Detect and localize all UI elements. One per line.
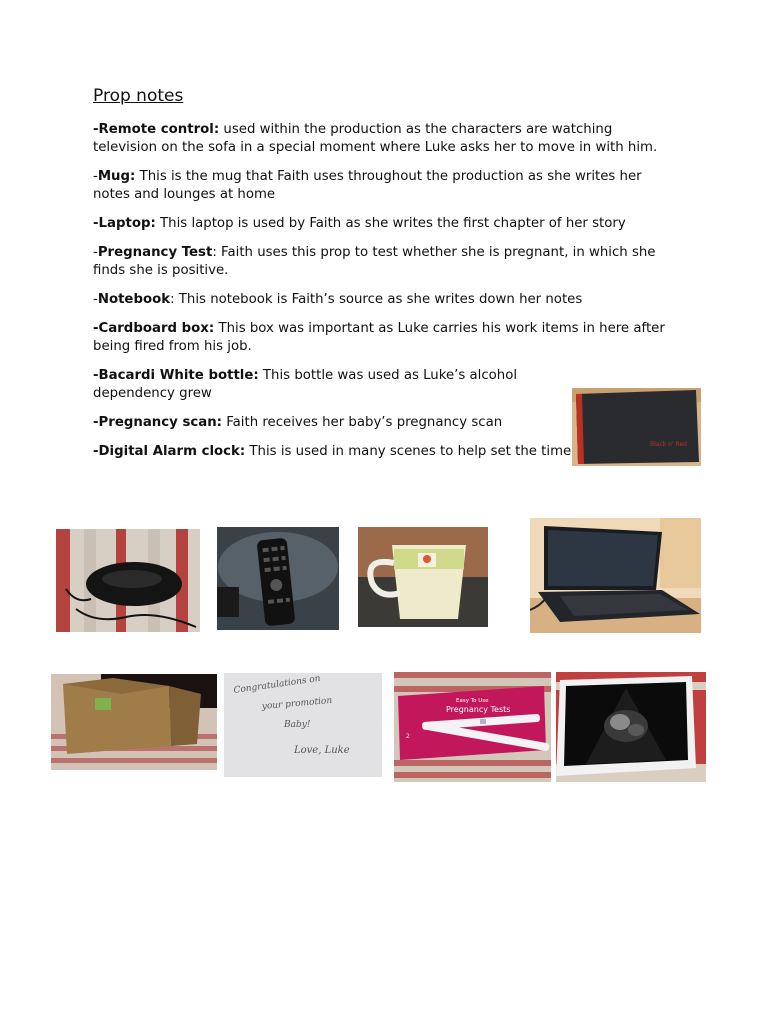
note-text: used within the production as the characters are watching television on the sofa in a special moment where Luke asks her to move in with him. [93,122,658,155]
note-term: -Bacardi White bottle: [93,368,259,383]
note-text: This is the mug that Faith uses throughout the production as she writes her notes and lounges at home [93,169,642,202]
note-text: This notebook is Faith’s source as she writes down her notes [174,292,583,307]
test-box-line-2: Pregnancy Tests [446,705,511,714]
laptop-photo [530,518,701,633]
alarm-clock-photo [56,529,200,632]
note-term: Mug: [97,169,136,184]
note-text: This laptop is used by Faith as she writes the first chapter of her story [155,216,626,231]
mug-photo [358,527,488,627]
note-text: Faith uses this prop to test whether she is pregnant, in which she finds she is positive. [93,245,656,278]
note-term: -Pregnancy scan: [93,415,222,430]
note-bacardi-bottle [93,367,573,403]
note-pregnancy-test: -Pregnancy Test: Faith uses this prop to test whether she is pregnant, in which she finds she is positive. [93,245,656,278]
note-term: -Cardboard box: [93,321,215,336]
pregnancy-test-photo [394,672,551,782]
note-text: This is used in many scenes to help set the time [245,444,572,459]
note-term: -Laptop: [93,216,156,231]
card-line-2: your promotion [261,695,333,712]
page-title: Prop notes [93,86,184,106]
pregnancy-scan-photo [556,672,706,782]
note-term: Notebook [97,292,171,307]
note-text: Faith receives her baby’s pregnancy scan [222,415,503,430]
note-remote-control [93,121,673,157]
note-notebook: -Notebook: This notebook is Faith’s source as she writes down her notes [93,292,583,307]
test-box-line-1: Easy To Use [456,698,489,704]
notebook-photo [572,388,701,466]
note-cardboard-box [93,320,673,356]
note-mug: -Mug: This is the mug that Faith uses throughout the production as she writes her notes and lounges at home [93,169,642,202]
cardboard-box-photo [51,674,217,770]
note-term: -Remote control: [93,122,220,137]
card-line-1: Congratulations on [233,673,322,696]
card-line-3: Baby! [284,720,311,730]
remote-control-photo [217,527,339,630]
test-box-count: 2 [406,733,410,740]
card-line-4: Love, Luke [294,745,350,756]
note-term: -Digital Alarm clock: [93,444,246,459]
notebook-cover-label: Black n' Red [650,441,687,448]
note-laptop [93,215,673,233]
note-text: This bottle was used as Luke’s alcohol dependency grew [93,368,518,401]
note-term: Pregnancy Test [97,245,213,260]
handwritten-card-photo [224,673,382,777]
note-text: This box was important as Luke carries his work items in here after being fired from his job. [93,321,665,354]
